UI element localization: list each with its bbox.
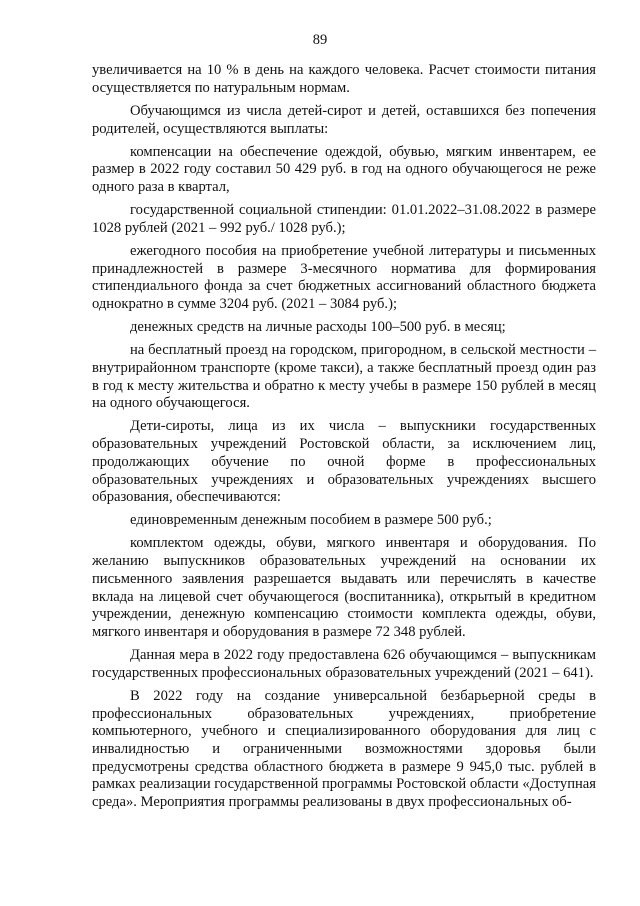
paragraph-graduates-intro: Дети-сироты, лица из их числа – выпускники государственных образовательных учреждений Ростовской области, за исключением лиц, продолжающих обучение по очной форме в профессиональных образовательных учреждениях и образовательных учреждениях высшего образования, обеспечиваются: — [92, 418, 596, 506]
paragraph-personal-expenses: денежных средств на личные расходы 100–500 руб. в месяц; — [130, 319, 506, 336]
paragraph-barrier-free-environment: В 2022 году на создание универсальной безбарьерной среды в профессиональных образовательных учреждениях, приобретение компьютерного, учебного и специализированного оборудования для лиц с инвалидностью и ограниченными возможностями здоровья были предусмотрены средства областного бюджета в размере 9 945,0 тыс. рублей в рамках реализации государственной программы Ростовской области «Доступная среда». Мероприятия программы реализованы в двух профессиональных об- — [92, 687, 596, 811]
paragraph-clothing-kit: комплектом одежды, обуви, мягкого инвентаря и оборудования. По желанию выпускников образовательных учреждений на основании их письменного заявления разрешается выдавать или перечислять в качестве вклада на лицевой счет обучающегося (воспитанника), открытый в кредитном учреждении, денежную компенсацию стоимости комплекта одежды, обуви, мягкого инвентаря и оборудования в размере 72 348 рублей. — [92, 535, 596, 640]
paragraph-meal-cost: увеличивается на 10 % в день на каждого человека. Расчет стоимости питания осуществляется по натуральным нормам. — [92, 62, 596, 96]
paragraph-social-stipend: государственной социальной стипендии: 01.01.2022–31.08.2022 в размере 1028 рублей (2021 – 992 руб./ 1028 руб.); — [92, 202, 596, 236]
paragraph-measure-2022: Данная мера в 2022 году предоставлена 626 обучающимся – выпускникам государственных профессиональных образовательных учреждений (2021 – 641). — [92, 647, 596, 681]
page-number: 89 — [312, 32, 328, 48]
paragraph-textbook-allowance: ежегодного пособия на приобретение учебной литературы и письменных принадлежностей в размере 3-месячного норматива для формирования стипендиального фонда за счет бюджетных ассигнований областного бюджета однократно в сумме 3204 руб. (2021 – 3084 руб.); — [92, 242, 596, 312]
paragraph-free-transport: на бесплатный проезд на городском, пригородном, в сельской местности – внутрирайонном транспорте (кроме такси), а также бесплатный проезд один раз в год к месту жительства и обратно к месту учебы в размере 150 рублей в месяц на одного обучающегося. — [92, 342, 596, 412]
paragraph-clothing-compensation: компенсации на обеспечение одеждой, обувью, мягким инвентарем, ее размер в 2022 году составил 50 429 руб. в год на одного обучающегося не реже одного раза в квартал, — [92, 143, 596, 195]
paragraph-orphan-payments-intro: Обучающимся из числа детей-сирот и детей, оставшихся без попечения родителей, осуществляются выплаты: — [92, 102, 596, 137]
document-body — [92, 62, 596, 817]
paragraph-one-time-allowance: единовременным денежным пособием в размере 500 руб.; — [130, 512, 492, 529]
